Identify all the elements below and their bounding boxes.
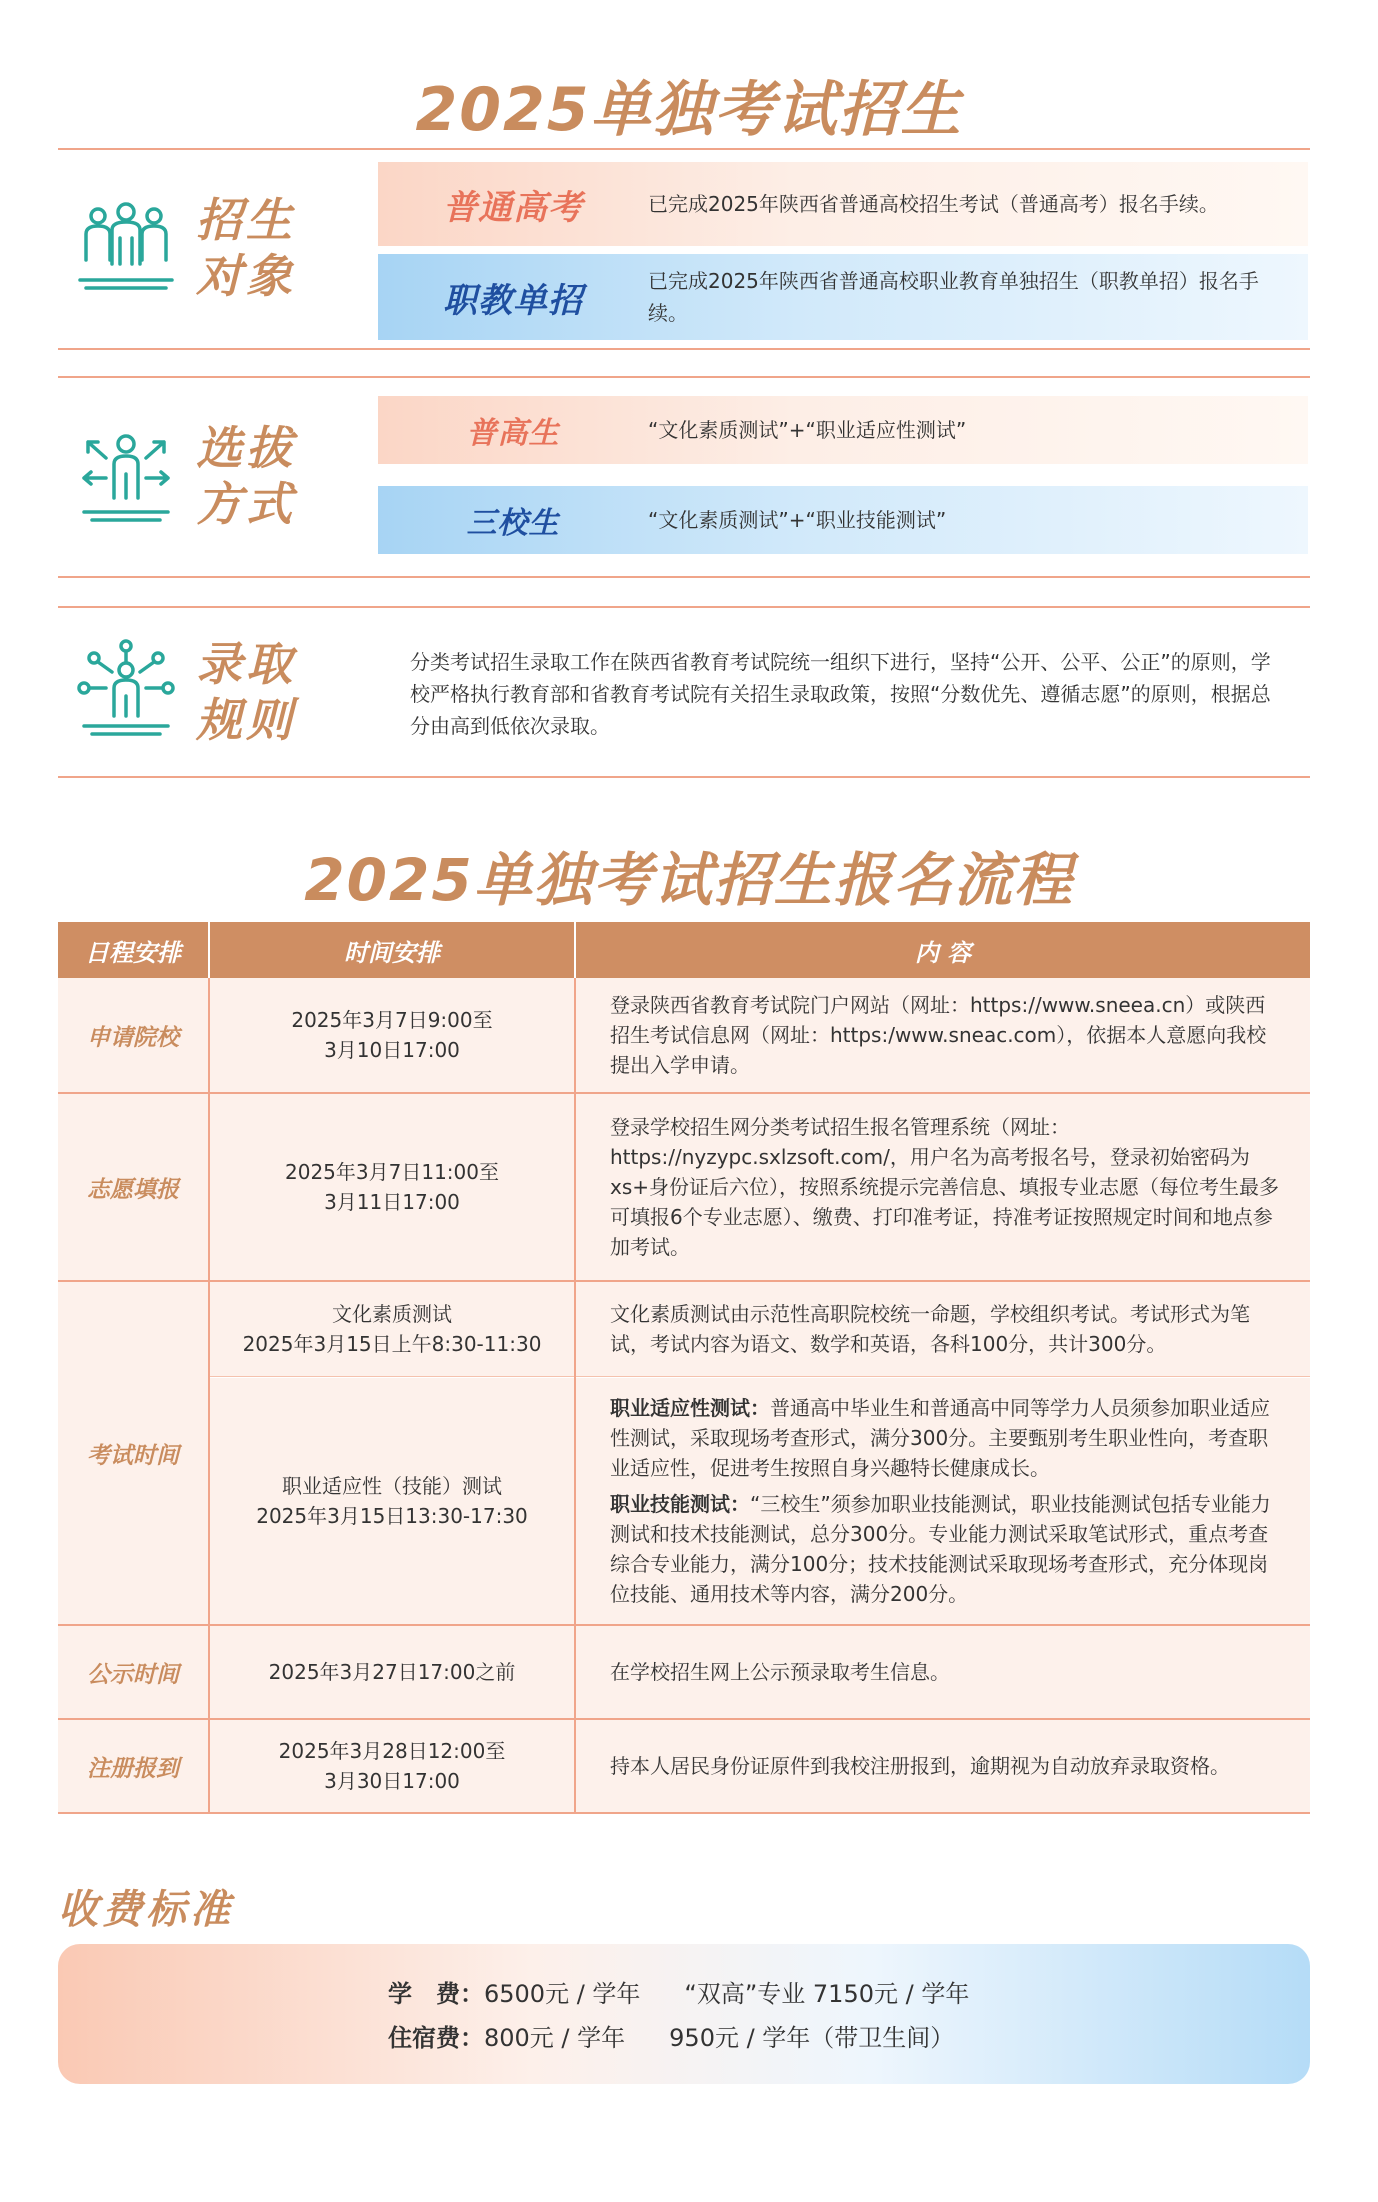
- admission-rules-section: [58, 606, 1310, 778]
- register-time-line1: 2025年3月28日12:00至: [278, 1739, 506, 1763]
- rules-label-line1: 录取: [196, 637, 296, 691]
- row-divider: [58, 1280, 1310, 1282]
- register-time-line2: 3月30日17:00: [324, 1769, 460, 1793]
- culture-test-time: [210, 1282, 574, 1376]
- header-time: 时间安排: [210, 922, 574, 978]
- rules-label: [196, 636, 316, 748]
- apply-time-line1: 2025年3月7日9:00至: [291, 1008, 493, 1032]
- target-label-line1: 招生: [196, 193, 296, 247]
- exam-label: 考试时间: [58, 1282, 208, 1624]
- method-general-text: “文化素质测试”+“职业适应性测试”: [648, 418, 967, 442]
- publicity-time: 2025年3月27日17:00之前: [210, 1626, 574, 1718]
- target-label-line2: 对象: [196, 249, 296, 303]
- tag-vocational-exam: 职教单招: [443, 280, 583, 321]
- tuition-extra: “双高”专业 7150元 / 学年: [684, 1980, 970, 2008]
- person-arrows-icon: [76, 428, 176, 528]
- target-vocational-text: 已完成2025年陕西省普通高校职业教育单独招生（职教单招）报名手续。: [648, 269, 1259, 325]
- volunteer-time-line2: 3月11日17:00: [324, 1190, 460, 1214]
- method-row-vocational: [378, 486, 1308, 554]
- volunteer-time: [210, 1094, 574, 1280]
- tag-three-school-student: 三校生: [466, 506, 560, 541]
- apply-time: [210, 978, 574, 1092]
- header-content: 内 容: [576, 922, 1310, 978]
- vocational-time-line1: 职业适应性（技能）测试: [282, 1474, 502, 1498]
- volunteer-content: 登录学校招生网分类考试招生报名管理系统（网址：https://nyzypc.sxlzsoft.com/，用户名为高考报名号，登录初始密码为xs+身份证后六位），按照系统提示完善信息、填报专业志愿（每位考生最多可填报6个专业志愿）、缴费、打印准考证，持准考证按照规定时间和地点参加考试。: [576, 1094, 1310, 1280]
- target-general-text: 已完成2025年陕西省普通高校招生考试（普通高考）报名手续。: [648, 192, 1219, 216]
- aptitude-paragraph: [610, 1393, 1284, 1483]
- register-content: 持本人居民身份证原件到我校注册报到，逾期视为自动放弃录取资格。: [576, 1720, 1310, 1812]
- vocational-test-content: [576, 1378, 1310, 1624]
- volunteer-time-line1: 2025年3月7日11:00至: [285, 1160, 499, 1184]
- tag-general-exam: 普通高考: [443, 187, 583, 228]
- dorm-extra: 950元 / 学年（带卫生间）: [669, 2024, 955, 2052]
- register-time: [210, 1720, 574, 1812]
- method-vocational-text: “文化素质测试”+“职业技能测试”: [648, 508, 947, 532]
- vocational-test-time: [210, 1378, 574, 1624]
- aptitude-label: 职业适应性测试：: [610, 1396, 770, 1420]
- culture-test-content: 文化素质测试由示范性高职院校统一命题，学校组织考试。考试形式为笔试，考试内容为语文、数学和英语，各科100分，共计300分。: [576, 1282, 1310, 1376]
- target-label: [196, 192, 316, 304]
- fee-title: 收费标准: [58, 1887, 234, 1933]
- target-row-general: [378, 162, 1308, 246]
- rules-label-line2: 规则: [196, 693, 296, 747]
- register-label: 注册报到: [58, 1720, 208, 1812]
- process-title: 2025单独考试招生报名流程: [304, 846, 1074, 914]
- dorm-label: 住宿费：: [388, 2024, 484, 2052]
- apply-label: 申请院校: [58, 978, 208, 1092]
- volunteer-label: 志愿填报: [58, 1094, 208, 1280]
- sub-row-divider: [210, 1376, 1310, 1377]
- tag-general-student: 普高生: [466, 416, 560, 451]
- column-divider: [208, 978, 210, 1814]
- publicity-label: 公示时间: [58, 1626, 208, 1718]
- row-divider: [58, 1092, 1310, 1094]
- people-group-icon: [76, 198, 176, 298]
- tuition-label: 学 费：: [388, 1980, 484, 2008]
- method-label: [196, 420, 316, 532]
- apply-time-line2: 3月10日17:00: [324, 1038, 460, 1062]
- method-label-line2: 方式: [196, 477, 296, 531]
- dorm-value: 800元 / 学年: [484, 2024, 626, 2052]
- target-row-vocational: [378, 254, 1308, 340]
- fee-box: [58, 1944, 1310, 2084]
- aptitude-text: 普通高中毕业生和普通高中同等学力人员须参加职业适应性测试，采取现场考查形式，满分300分。主要甄别考生职业性向，考查职业适应性，促进考生按照自身兴趣特长健康成长。: [610, 1396, 1270, 1480]
- skill-text: “三校生”须参加职业技能测试，职业技能测试包括专业能力测试和技术技能测试，总分300分。专业能力测试采取笔试形式，重点考查综合专业能力，满分100分；技术技能测试采取现场考查形式，充分体现岗位技能、通用技术等内容，满分200分。: [610, 1492, 1271, 1606]
- tuition-line: [388, 1974, 969, 2009]
- vocational-time-line2: 2025年3月15日13:30-17:30: [256, 1504, 528, 1528]
- method-row-general: [378, 396, 1308, 464]
- tuition-value: 6500元 / 学年: [484, 1980, 641, 2008]
- skill-paragraph: [610, 1489, 1284, 1609]
- header-schedule: 日程安排: [58, 922, 208, 978]
- skill-label: 职业技能测试：: [610, 1492, 750, 1516]
- culture-time-line2: 2025年3月15日上午8:30-11:30: [242, 1332, 542, 1356]
- culture-time-line1: 文化素质测试: [332, 1302, 452, 1326]
- row-divider: [58, 1624, 1310, 1626]
- rules-text: 分类考试招生录取工作在陕西省教育考试院统一组织下进行，坚持“公开、公平、公正”的原则，学校严格执行教育部和省教育考试院有关招生录取政策，按照“分数优先、遵循志愿”的原则，根据总分由高到低依次录取。: [410, 650, 1271, 738]
- dorm-line: [388, 2018, 954, 2053]
- selection-method-section: [58, 376, 1310, 578]
- admission-title: 2025单独考试招生: [415, 75, 963, 145]
- apply-content: 登录陕西省教育考试院门户网站（网址：https://www.sneea.cn）或陕西招生考试信息网（网址：https:/www.sneac.com），依据本人意愿向我校提出入学申请。: [576, 978, 1310, 1092]
- publicity-content: 在学校招生网上公示预录取考生信息。: [576, 1626, 1310, 1718]
- method-label-line1: 选拔: [196, 421, 296, 475]
- column-divider: [574, 978, 576, 1814]
- admission-target-section: [58, 148, 1310, 350]
- person-network-icon: [76, 638, 176, 738]
- row-divider: [58, 1718, 1310, 1720]
- row-divider: [58, 1812, 1310, 1814]
